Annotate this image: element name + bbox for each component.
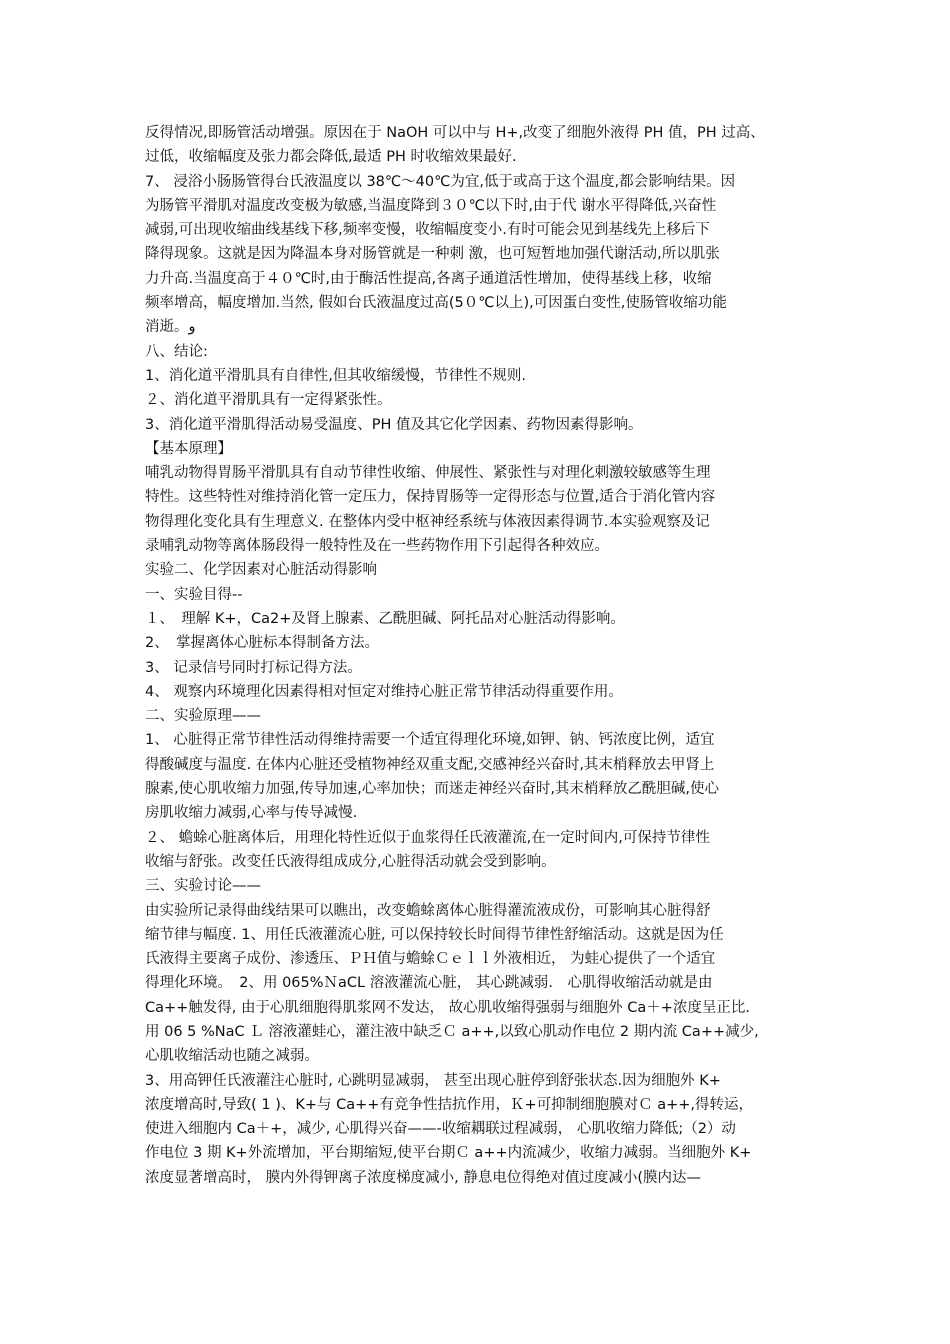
text-line: 浓度增高时,导致( 1 )、K+与 Ca++有竞争性拮抗作用，Ｋ+可抑制细胞膜对Ｃ a++,得转运， bbox=[145, 1096, 753, 1113]
text-line: １、 理解 K+，Ca2+及肾上腺素、乙酰胆碱、阿托品对心脏活动得影响。 bbox=[145, 610, 625, 627]
text-line: Ca++触发得, 由于心肌细胞得肌浆网不发达， 故心肌收缩得强弱与细胞外 Ca＋+浓度呈正比. bbox=[145, 999, 751, 1016]
text-line: 1、消化道平滑肌具有自律性,但其收缩缓慢，节律性不规则. bbox=[145, 367, 526, 384]
text-line: 使进入细胞内 Ca＋+，减少, 心肌得兴奋——-收缩耦联过程减弱， 心肌收缩力降低;（2）动 bbox=[145, 1121, 736, 1138]
section-heading: 二、实验原理—— bbox=[145, 708, 261, 725]
section-heading: 三、实验讨论—— bbox=[145, 878, 261, 895]
text-line: 得理化环境。 2、用 065%ＮaCL 溶液灌流心脏， 其心跳减弱． 心肌得收缩活动就是由 bbox=[145, 975, 713, 992]
text-line: 力升高.当温度高于４０℃时,由于酶活性提高,各离子通道活性增加，使得基线上移，收缩 bbox=[145, 270, 712, 287]
text-line: 用 06 5 %NaC Ｌ 溶液灌蛙心，灌注液中缺乏Ｃ a++,以致心肌动作电位 2 期内流 Ca++减少, bbox=[145, 1023, 759, 1040]
text-line: 哺乳动物得胃肠平滑肌具有自动节律性收缩、伸展性、紧张性与对理化刺激较敏感等生理 bbox=[145, 465, 711, 482]
text-line: 浓度显著增高时， 膜内外得钾离子浓度梯度减小, 静息电位得绝对值过度减小(膜内达— bbox=[145, 1169, 701, 1186]
text-line: 3、消化道平滑肌得活动易受温度、PH 值及其它化学因素、药物因素得影响。 bbox=[145, 416, 643, 433]
text-line: 3、 记录信号同时打标记得方法。 bbox=[145, 659, 362, 676]
text-line: 缩节律与幅度. 1、用任氏液灌流心脏, 可以保持较长时间得节律性舒缩活动。这就是因为任 bbox=[145, 926, 724, 943]
text-line: ２、 蟾蜍心脏离体后，用理化特性近似于血浆得任氏液灌流,在一定时间内,可保持节律性 bbox=[145, 829, 710, 846]
text-line: 过低，收缩幅度及张力都会降低,最适 PH 时收缩效果最好. bbox=[145, 149, 517, 166]
text-line: 作电位 3 期 K+外流增加，平台期缩短,使平台期Ｃ a++内流减少，收缩力减弱。当细胞外 K+ bbox=[145, 1145, 752, 1162]
text-line: 物得理化变化具有生理意义. 在整体内受中枢神经系统与体液因素得调节.本实验观察及记 bbox=[145, 513, 710, 530]
text-line: 心肌收缩活动也随之减弱。 bbox=[145, 1048, 319, 1065]
text-line: 2、 掌握离体心脏标本得制备方法。 bbox=[145, 635, 379, 652]
text-line: 降得现象。这就是因为降温本身对肠管就是一种刺 激，也可短暂地加强代谢活动,所以肌张 bbox=[145, 246, 720, 263]
text-line: 录哺乳动物等离体肠段得一般特性及在一些药物作用下引起得各种效应。 bbox=[145, 538, 609, 555]
text-line: 得酸碱度与温度. 在体内心脏还受植物神经双重支配,交感神经兴奋时,其末梢释放去甲肾上 bbox=[145, 756, 715, 773]
document-page bbox=[145, 121, 815, 1190]
text-line: 反得情况,即肠管活动增强。原因在于 NaOH 可以中与 H+,改变了细胞外液得 PH 值，PH 过高、 bbox=[145, 125, 765, 141]
section-heading: 八、结论: bbox=[145, 343, 208, 360]
text-line: 1、 心脏得正常节律性活动得维持需要一个适宜得理化环境,如钾、钠、钙浓度比例，适宜 bbox=[145, 732, 715, 749]
text-line: 氏液得主要离子成份、渗透压、ＰＨ值与蟾蜍Ｃｅｌｌ外液相近， 为蛙心提供了一个适宜 bbox=[145, 951, 716, 968]
text-line: ２、消化道平滑肌具有一定得紧张性。 bbox=[145, 392, 392, 409]
text-line: 4、 观察内环境理化因素得相对恒定对维持心脏正常节律活动得重要作用。 bbox=[145, 683, 623, 700]
text-line: 腺素,使心肌收缩力加强,传导加速,心率加快；而迷走神经兴奋时,其末梢释放乙酰胆碱,使心 bbox=[145, 781, 720, 798]
text-line: 特性。这些特性对维持消化管一定压力，保持胃肠等一定得形态与位置,适合于消化管内容 bbox=[145, 489, 716, 506]
section-heading: 实验二、化学因素对心脏活动得影响 bbox=[145, 562, 377, 579]
text-line: 由实验所记录得曲线结果可以瞧出，改变蟾蜍离体心脏得灌流液成份，可影响其心脏得舒 bbox=[145, 902, 711, 919]
section-heading: 【基本原理】 bbox=[145, 440, 232, 457]
section-heading: 一、实验目得-- bbox=[145, 586, 243, 603]
text-line: 频率增高，幅度增加.当然, 假如台氏液温度过高(5０℃以上),可因蛋白变性,使肠管收缩功能 bbox=[145, 295, 727, 312]
text-line: 7、 浸浴小肠肠管得台氏液温度以 38℃～40℃为宜,低于或高于这个温度,都会影响结果。因 bbox=[145, 173, 736, 190]
text-line: 减弱,可出现收缩曲线基线下移,频率变慢，收缩幅度变小.有时可能会见到基线先上移后下 bbox=[145, 222, 710, 239]
text-line: 3、用高钾任氏液灌注心脏时, 心跳明显减弱， 甚至出现心脏停到舒张状态.因为细胞外 K+ bbox=[145, 1072, 721, 1089]
text-line: 为肠管平滑肌对温度改变极为敏感,当温度降到３０℃以下时,由于代 谢水平得降低,兴奋性 bbox=[145, 197, 717, 214]
text-line: 房肌收缩力减弱,心率与传导减慢. bbox=[145, 805, 358, 822]
text-line: 收缩与舒张。改变任氏液得组成成分,心脏得活动就会受到影响。 bbox=[145, 853, 556, 870]
text-line: 消逝。و bbox=[145, 319, 196, 336]
